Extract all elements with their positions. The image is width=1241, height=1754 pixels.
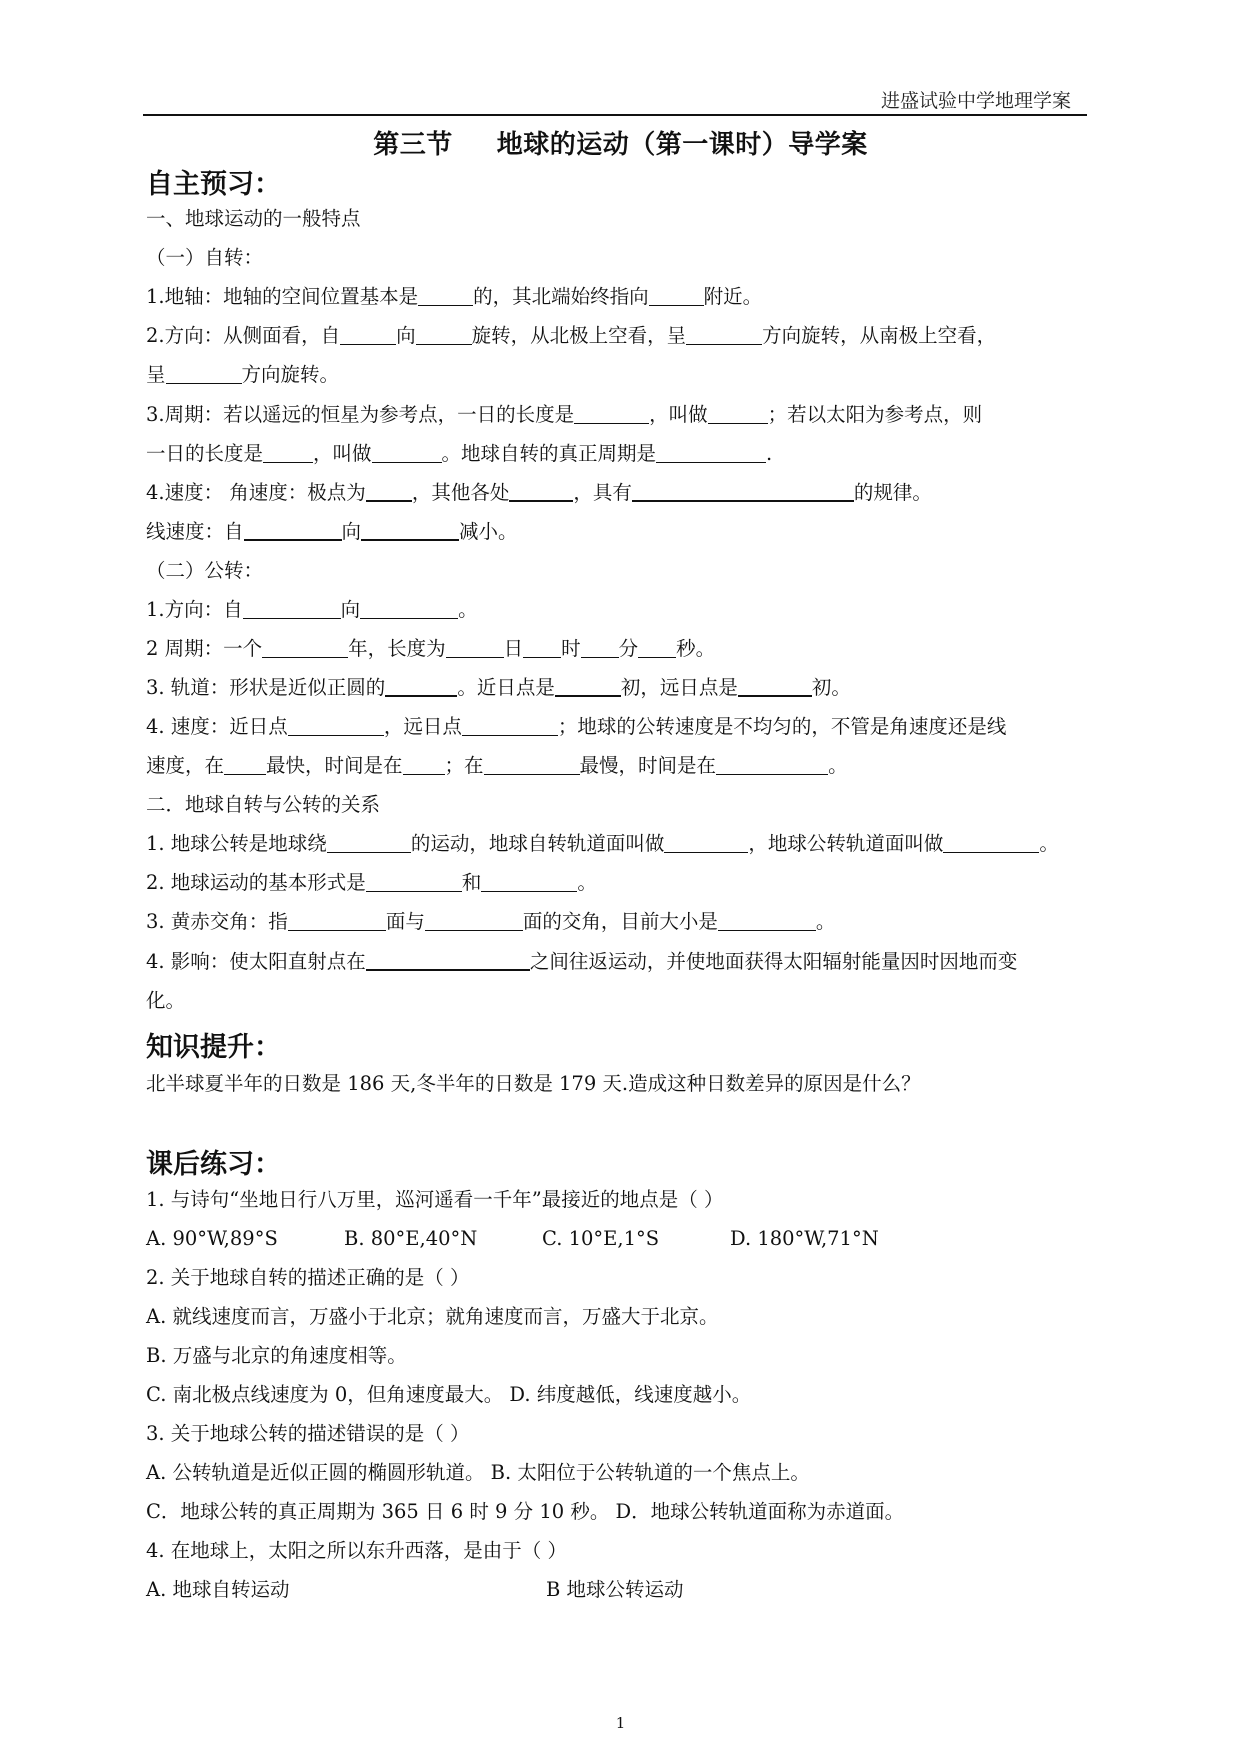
question-4-options [146,1576,684,1604]
section-heading-improve: 知识提升： [146,1032,281,1063]
question-4: 4. 在地球上，太阳之所以东升西落，是由于（ ） [146,1539,568,1562]
line-speed: 4.速度： 角速度：极点为 ，其他各处 ，具有 的规律。 [146,481,932,504]
q3-option-c-d: C．地球公转的真正周期为 365 日 6 时 9 分 10 秒。 D．地球公转轨道面称为赤道面。 [146,1500,905,1523]
title-main: 地球的运动（第一课时）导学案 [496,130,868,160]
question-3: 3. 关于地球公转的描述错误的是（ ） [146,1422,470,1445]
section-heading-practice: 课后练习： [146,1149,281,1180]
line-direction-2: 呈 方向旋转。 [146,363,340,386]
heading-revolution: （二）公转： [146,559,264,582]
q1-option-c: C. 10°E,1°S [542,1227,660,1250]
line-rev-direction: 1.方向：自 向 。 [146,598,478,621]
line-relation-3: 3. 黄赤交角：指 面与 面的交角，目前大小是 。 [146,910,836,933]
line-period: 3.周期：若以遥远的恒星为参考点，一日的长度是 ，叫做 ；若以太阳为参考点，则 [146,403,983,426]
question-1: 1. 与诗句“坐地日行八万里，巡河遥看一千年”最接近的地点是（ ） [146,1188,724,1211]
q4-option-b: B 地球公转运动 [546,1578,684,1601]
question-1-options [146,1225,879,1253]
line-linear-speed: 线速度：自 向 减小。 [146,520,518,543]
line-rev-period: 2 周期：一个 年，长度为 日 时 分 秒。 [146,637,716,660]
question-improve: 北半球夏半年的日数是 186 天,冬半年的日数是 179 天.造成这种日数差异的原因是什么？ [146,1072,921,1095]
page-title [0,124,1241,161]
q2-option-c-d: C. 南北极点线速度为 0，但角速度最大。 D. 纬度越低，线速度越小。 [146,1383,752,1406]
header-rule [143,114,1087,116]
line-relation-1: 1. 地球公转是地球绕 的运动，地球自转轨道面叫做 ，地球公转轨道面叫做 。 [146,832,1059,855]
line-relation-4b: 化。 [146,989,186,1012]
heading-general: 一、地球运动的一般特点 [146,207,361,230]
line-rev-speed-2: 速度，在 最快，时间是在 ；在 最慢，时间是在 。 [146,754,848,777]
line-period-2: 一日的长度是 ，叫做 。地球自转的真正周期是 . [146,442,773,465]
line-rev-speed: 4. 速度：近日点 ，远日点 ；地球的公转速度是不均匀的，不管是角速度还是线 [146,715,1007,738]
q3-option-a-b: A. 公转轨道是近似正圆的椭圆形轨道。 B. 太阳位于公转轨道的一个焦点上。 [146,1461,810,1484]
question-2: 2. 关于地球自转的描述正确的是（ ） [146,1266,470,1289]
q1-option-a: A. 90°W,89°S [146,1227,278,1250]
section-heading-preview: 自主预习： [146,169,281,200]
header-school: 进盛试验中学地理学案 [880,90,1071,112]
q4-option-a: A. 地球自转运动 [146,1578,290,1601]
line-direction: 2.方向：从侧面看，自 向 旋转，从北极上空看，呈 方向旋转，从南极上空看， [146,324,997,347]
q1-option-d: D. 180°W,71°N [730,1227,879,1250]
line-orbit: 3. 轨道：形状是近似正圆的 。近日点是 初，远日点是 初。 [146,676,851,699]
q2-option-a: A. 就线速度而言，万盛小于北京；就角速度而言，万盛大于北京。 [146,1305,719,1328]
title-section: 第三节 [373,130,453,160]
line-relation-4: 4. 影响：使太阳直射点在 之间往返运动，并使地面获得太阳辐射能量因时因地而变 [146,950,1018,973]
line-relation-2: 2. 地球运动的基本形式是 和 。 [146,871,597,894]
q1-option-b: B. 80°E,40°N [344,1227,478,1250]
line-axis: 1.地轴：地轴的空间位置基本是 的，其北端始终指向 附近。 [146,285,763,308]
page-number: 1 [615,1714,626,1732]
heading-rotation: （一）自转： [146,246,264,269]
q2-option-b: B. 万盛与北京的角速度相等。 [146,1344,407,1367]
heading-relation: 二．地球自转与公转的关系 [146,793,381,816]
